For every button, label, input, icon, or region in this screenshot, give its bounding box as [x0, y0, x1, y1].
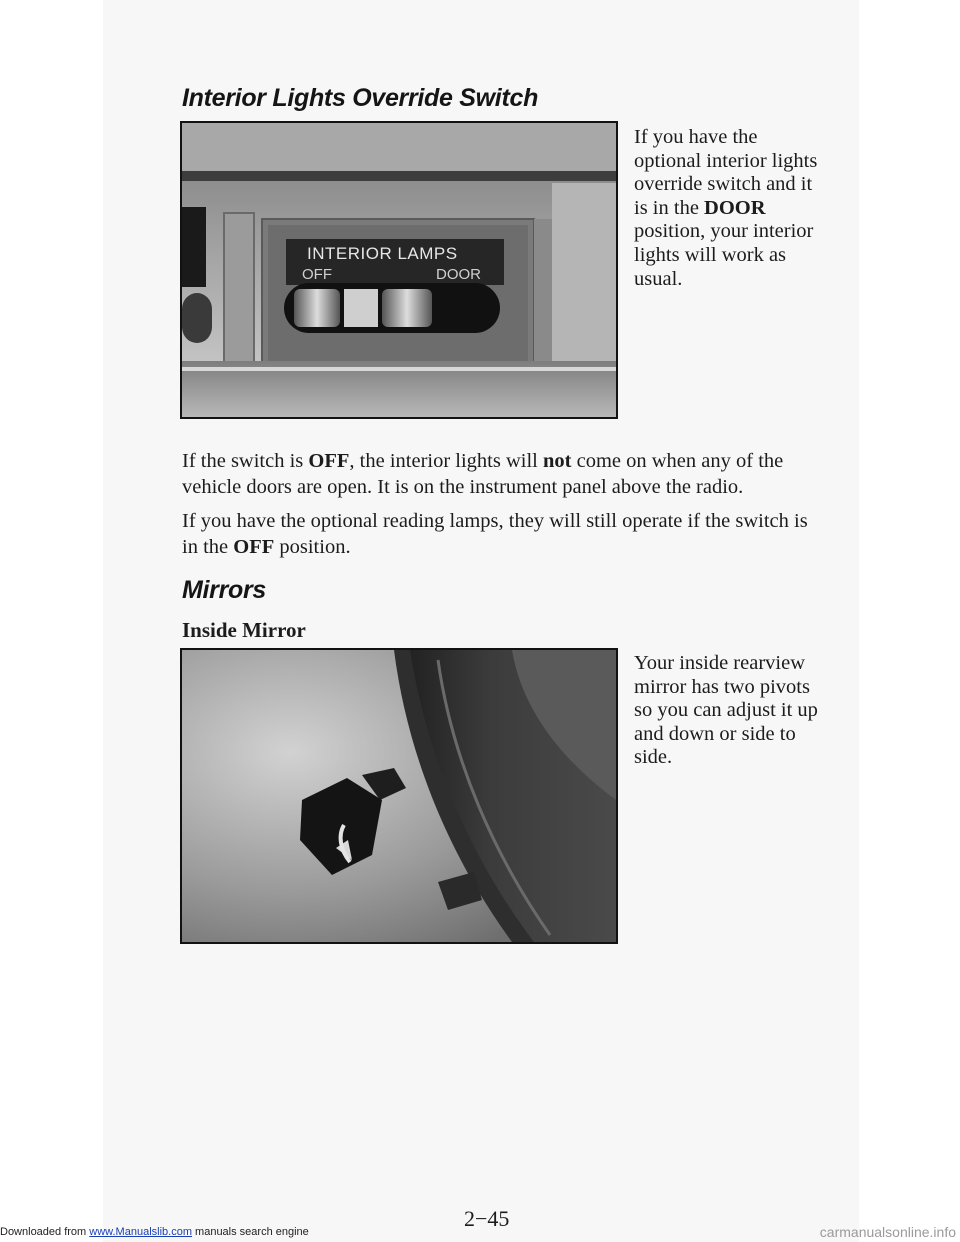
- watermark: carmanualsonline.info: [819, 1224, 956, 1240]
- section-title-mirrors: Mirrors: [182, 576, 267, 604]
- switch-side-line-6: usual.: [634, 267, 683, 290]
- override-switch-photo: [180, 121, 618, 419]
- switch-side-line-4: position, your interior: [634, 220, 814, 243]
- reading-lamps-paragraph: If you have the optional reading lamps, they will still operate if the switch is in the OFF position.: [182, 510, 808, 558]
- switch-label-top: INTERIOR LAMPS: [307, 244, 458, 263]
- switch-off-paragraph: If the switch is OFF, the interior lights will not come on when any of the vehicle doors are open. It is on the instrument panel above the radio.: [182, 450, 784, 498]
- mirror-side-line-1: Your inside rearview: [634, 652, 805, 674]
- mirror-side-text: [634, 652, 818, 770]
- mirror-side-line-5: side.: [634, 746, 673, 769]
- page-number: 2−45: [464, 1206, 510, 1231]
- inside-mirror-photo: [180, 648, 618, 944]
- download-footer: Downloaded from www.Manualslib.com manuals search engine: [0, 1226, 309, 1238]
- section-title-interior-lights: Interior Lights Override Switch: [182, 84, 539, 112]
- manualslib-link[interactable]: www.Manualslib.com: [89, 1226, 192, 1238]
- inside-mirror-illustration: [182, 650, 616, 942]
- mirror-side-line-4: and down or side to: [634, 722, 796, 745]
- mirror-side-line-2: mirror has two pivots: [634, 675, 810, 698]
- switch-side-line-2: optional interior lights: [634, 149, 818, 172]
- override-switch-illustration: [182, 123, 616, 417]
- switch-label-off: OFF: [302, 266, 332, 283]
- mirror-side-line-3: so you can adjust it up: [634, 699, 818, 722]
- switch-label-door: DOOR: [436, 266, 481, 283]
- switch-side-line-1: If you have the: [634, 126, 758, 148]
- switch-side-line-3: override switch and it: [634, 173, 813, 196]
- switch-side-text: [634, 126, 817, 291]
- switch-side-line-5: lights will work as: [634, 243, 787, 266]
- subsection-title-inside-mirror: Inside Mirror: [182, 618, 306, 642]
- switch-side-line-door: is in the DOOR: [634, 196, 766, 219]
